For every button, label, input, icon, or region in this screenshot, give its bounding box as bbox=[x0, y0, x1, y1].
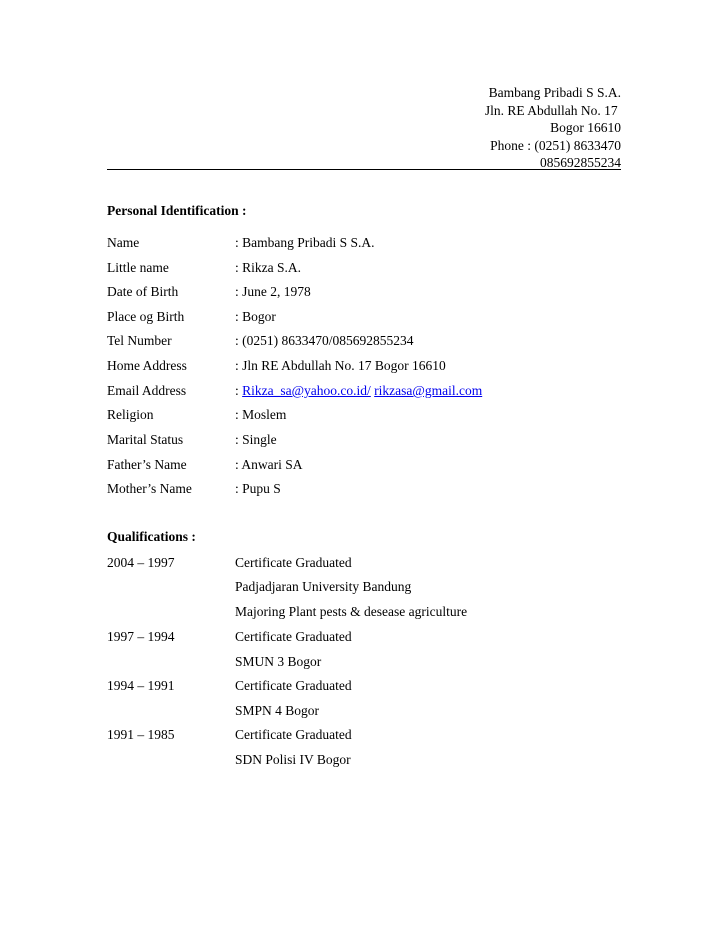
qualification-years: 1997 – 1994 bbox=[107, 629, 175, 644]
field-label: Name bbox=[107, 235, 140, 250]
qualification-years: 1994 – 1991 bbox=[107, 678, 175, 693]
header-street: Jln. RE Abdullah No. 17 bbox=[484, 102, 621, 118]
header-mobile: 085692855234 bbox=[540, 155, 621, 170]
personal-row bbox=[107, 308, 627, 326]
field-label: Home Address bbox=[107, 358, 187, 373]
qualification-row bbox=[107, 677, 627, 695]
qualification-detail: Majoring Plant pests & desease agriculture bbox=[235, 604, 468, 619]
field-label: Religion bbox=[107, 407, 154, 422]
qualification-row bbox=[107, 653, 627, 671]
field-label: Tel Number bbox=[107, 333, 172, 348]
qualification-detail: SMPN 4 Bogor bbox=[235, 703, 320, 718]
qualification-detail: SMUN 3 Bogor bbox=[235, 654, 322, 669]
header-divider bbox=[107, 169, 621, 170]
qualification-row bbox=[107, 578, 627, 596]
qualification-detail: Padjadjaran University Bandung bbox=[235, 579, 412, 594]
header-city: Bogor 16610 bbox=[550, 120, 621, 135]
field-value: : (0251) 8633470/085692855234 bbox=[235, 333, 414, 348]
qualification-row bbox=[107, 702, 627, 720]
qualification-detail: Certificate Graduated bbox=[235, 678, 352, 693]
header-name: Bambang Pribadi S S.A. bbox=[488, 85, 621, 100]
field-label: Place og Birth bbox=[107, 309, 185, 324]
personal-row bbox=[107, 259, 627, 277]
personal-row bbox=[107, 480, 627, 498]
field-value: : June 2, 1978 bbox=[235, 284, 311, 299]
personal-row-email bbox=[107, 382, 627, 400]
qualification-detail: SDN Polisi IV Bogor bbox=[235, 752, 351, 767]
contact-header bbox=[485, 84, 621, 172]
field-value: : Rikza S.A. bbox=[235, 260, 301, 275]
qualification-detail: Certificate Graduated bbox=[235, 727, 352, 742]
field-label: Email Address bbox=[107, 383, 187, 398]
email-link-gmail[interactable]: rikzasa@gmail.com bbox=[374, 383, 483, 398]
email-link-yahoo[interactable]: Rikza_sa@yahoo.co.id/ bbox=[242, 383, 371, 398]
qualifications-heading: Qualifications : bbox=[107, 529, 196, 544]
personal-identification-heading: Personal Identification : bbox=[107, 203, 247, 218]
field-value: : Bambang Pribadi S S.A. bbox=[235, 235, 375, 250]
personal-row bbox=[107, 357, 627, 375]
qualification-detail: Certificate Graduated bbox=[235, 629, 352, 644]
qualification-detail: Certificate Graduated bbox=[235, 555, 352, 570]
personal-row bbox=[107, 456, 627, 474]
qualification-row bbox=[107, 628, 627, 646]
personal-row bbox=[107, 234, 627, 252]
field-label: Mother’s Name bbox=[107, 481, 192, 496]
personal-row bbox=[107, 332, 627, 350]
field-value: : Moslem bbox=[235, 407, 287, 422]
personal-row bbox=[107, 406, 627, 424]
field-value: : Jln RE Abdullah No. 17 Bogor 16610 bbox=[235, 358, 446, 373]
qualification-row bbox=[107, 751, 627, 769]
field-value: : Bogor bbox=[235, 309, 276, 324]
field-value: : Pupu S bbox=[235, 481, 281, 496]
field-value bbox=[235, 382, 482, 400]
field-value: : Anwari SA bbox=[235, 457, 303, 472]
qualification-row bbox=[107, 726, 627, 744]
field-label: Date of Birth bbox=[107, 284, 179, 299]
field-label: Marital Status bbox=[107, 432, 184, 447]
email-prefix: : bbox=[235, 383, 243, 398]
personal-row bbox=[107, 283, 627, 301]
header-phone: Phone : (0251) 8633470 bbox=[490, 137, 621, 153]
qualification-row bbox=[107, 554, 627, 572]
field-value: : Single bbox=[235, 432, 277, 447]
qualification-row bbox=[107, 603, 627, 621]
qualification-years: 1991 – 1985 bbox=[107, 727, 175, 742]
personal-row bbox=[107, 431, 627, 449]
qualification-years: 2004 – 1997 bbox=[107, 555, 175, 570]
field-label: Father’s Name bbox=[107, 457, 187, 472]
field-label: Little name bbox=[107, 260, 169, 275]
